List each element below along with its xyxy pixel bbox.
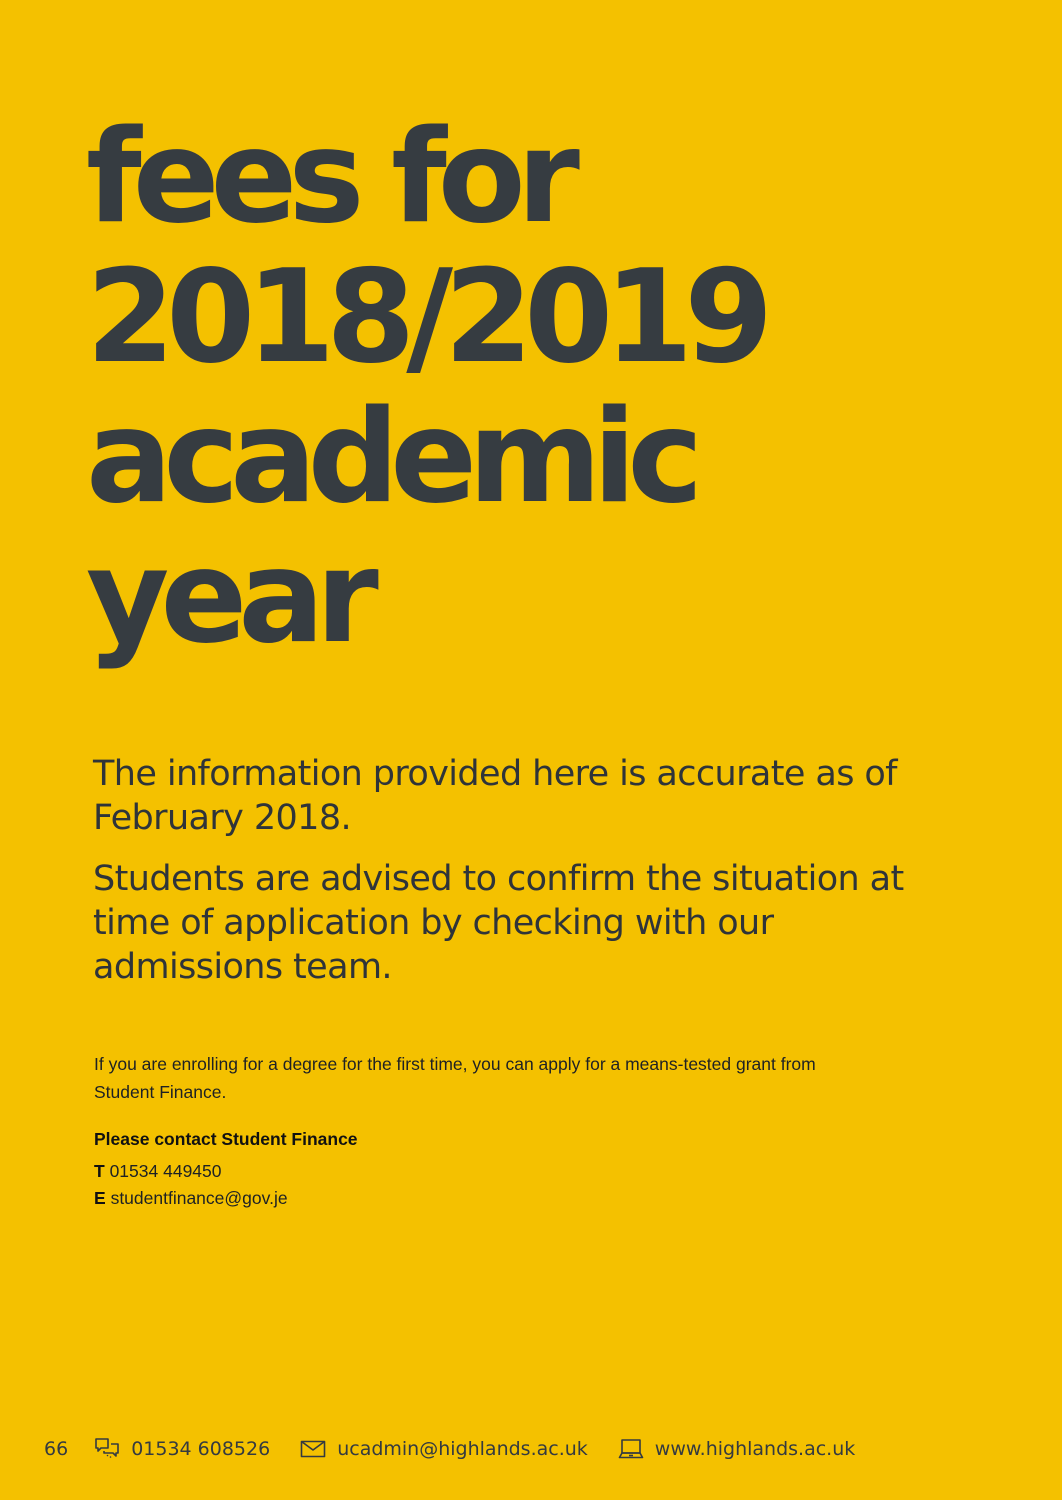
envelope-icon [300, 1440, 326, 1458]
contact-heading: Please contact Student Finance [94, 1129, 358, 1149]
chat-bubbles-icon [94, 1437, 120, 1461]
footer-website[interactable]: www.highlands.ac.uk [654, 1438, 856, 1460]
title-line: 2018/2019 [86, 243, 765, 392]
laptop-icon [618, 1438, 644, 1460]
contact-email [94, 1185, 288, 1211]
contact-phone [94, 1158, 222, 1184]
title-line: year [86, 523, 370, 672]
grant-note: If you are enrolling for a degree for the first time, you can apply for a means-tested grant from Student Finance. [94, 1054, 816, 1102]
page-title [86, 103, 765, 672]
phone-number[interactable]: 01534 449450 [109, 1161, 222, 1181]
page-number: 66 [44, 1438, 69, 1460]
intro-text [93, 752, 973, 1006]
accuracy-statement: The information provided here is accurate as of February 2018. [93, 754, 897, 838]
advice-statement: Students are advised to confirm the situation at time of application by checking with our admissions team. [93, 859, 904, 987]
email-label: E [94, 1188, 106, 1208]
title-line: fees for [86, 103, 571, 252]
title-line: academic [86, 383, 695, 532]
footer-phone[interactable]: 01534 608526 [131, 1438, 271, 1460]
footer-email[interactable]: ucadmin@highlands.ac.uk [337, 1438, 588, 1460]
phone-label: T [94, 1161, 105, 1181]
page-footer [44, 1432, 855, 1466]
email-address[interactable]: studentfinance@gov.je [110, 1188, 288, 1208]
